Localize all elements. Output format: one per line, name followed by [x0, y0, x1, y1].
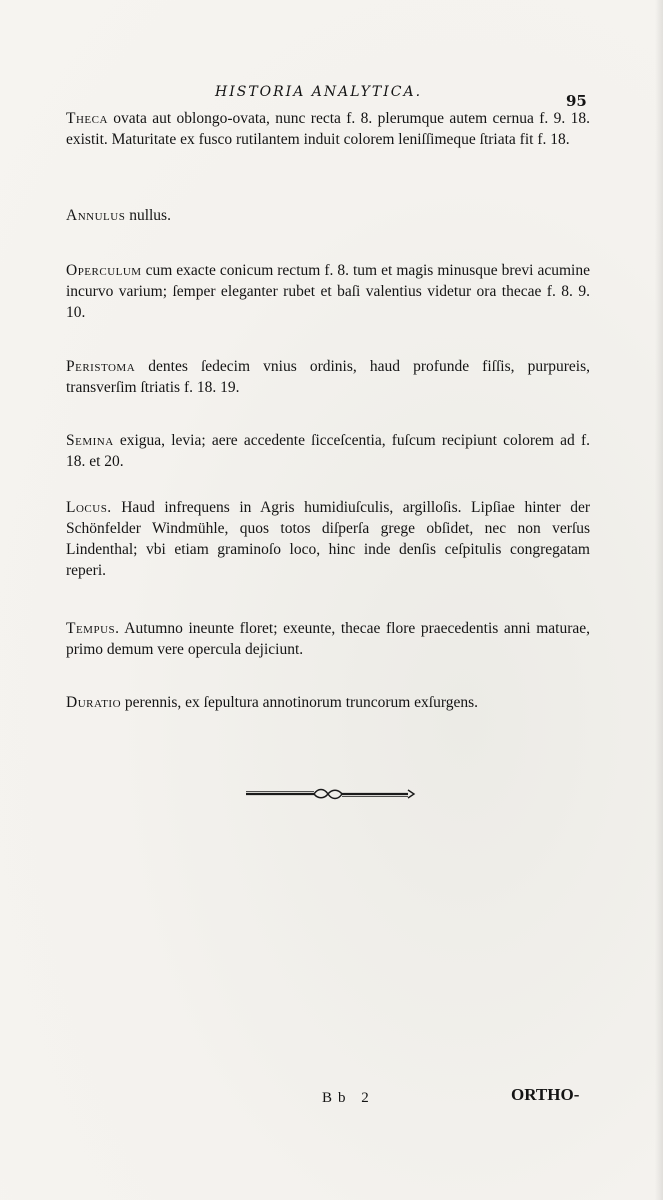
page-edge-shadow — [655, 0, 663, 1200]
paragraph-text: cum exacte conicum rectum f. 8. tum et magis minusque brevi acumine incurvo varium; ſemper eleganter rubet et baſi valentius videtur ora thecae f. 8. 9. 10. — [66, 262, 590, 321]
paragraph-text: perennis, ex ſepultura annotinorum truncorum exſurgens. — [121, 694, 479, 711]
paragraph-annulus — [66, 205, 590, 226]
paragraph-label: Semina — [66, 432, 114, 449]
paragraph-duratio — [66, 692, 590, 713]
page-number: 95 — [566, 92, 587, 110]
paragraph-text: Autumno ineunte floret; exeunte, thecae flore praecedentis anni maturae, primo demum vere opercula dejiciunt. — [66, 620, 590, 658]
paragraph-text: Haud infrequens in Agris humidiuſculis, argilloſis. Lipſiae hinter der Schönfelder Windmühle, quos totos diſperſa grege obſidet, nec non verſus Lindenthal; vbi etiam graminoſo loco, hinc inde denſis ceſpitulis congregatam reperi. — [66, 499, 590, 579]
paragraph-label: Tempus. — [66, 620, 120, 637]
paragraph-peristoma — [66, 356, 590, 398]
paragraph-label: Operculum — [66, 262, 142, 279]
catchword: ORTHO- — [511, 1085, 580, 1104]
paragraph-label: Locus. — [66, 499, 112, 516]
signature-mark: Bb 2 — [322, 1090, 375, 1106]
paragraph-locus — [66, 497, 590, 581]
paragraph-text: nullus. — [125, 207, 171, 224]
ornamental-rule-icon — [244, 786, 416, 802]
paragraph-text: ovata aut oblongo-ovata, nunc recta f. 8. plerumque autem cernua f. 9. 18. existit. Maturitate ex fusco rutilantem induit colorem leniſſimeque ſtriata fit f. 18. — [66, 110, 590, 148]
paragraph-label: Peristoma — [66, 358, 136, 375]
running-title: HISTORIA ANALYTICA. — [215, 84, 423, 100]
paragraph-label: Duratio — [66, 694, 122, 711]
page-header — [0, 84, 663, 108]
paragraph-theca — [66, 108, 590, 150]
paragraph-text: exigua, levia; aere accedente ſicceſcentia, fuſcum recipiunt colorem ad f. 18. et 20. — [66, 432, 590, 470]
paragraph-label: Annulus — [66, 207, 126, 224]
paragraph-text: dentes ſedecim vnius ordinis, haud profunde fiſſis, purpureis, transverſim ſtriatis f. 18. 19. — [66, 358, 590, 396]
paragraph-tempus — [66, 618, 590, 660]
paragraph-label: Theca — [66, 110, 108, 127]
paragraph-operculum — [66, 260, 590, 323]
paragraph-semina — [66, 430, 590, 472]
